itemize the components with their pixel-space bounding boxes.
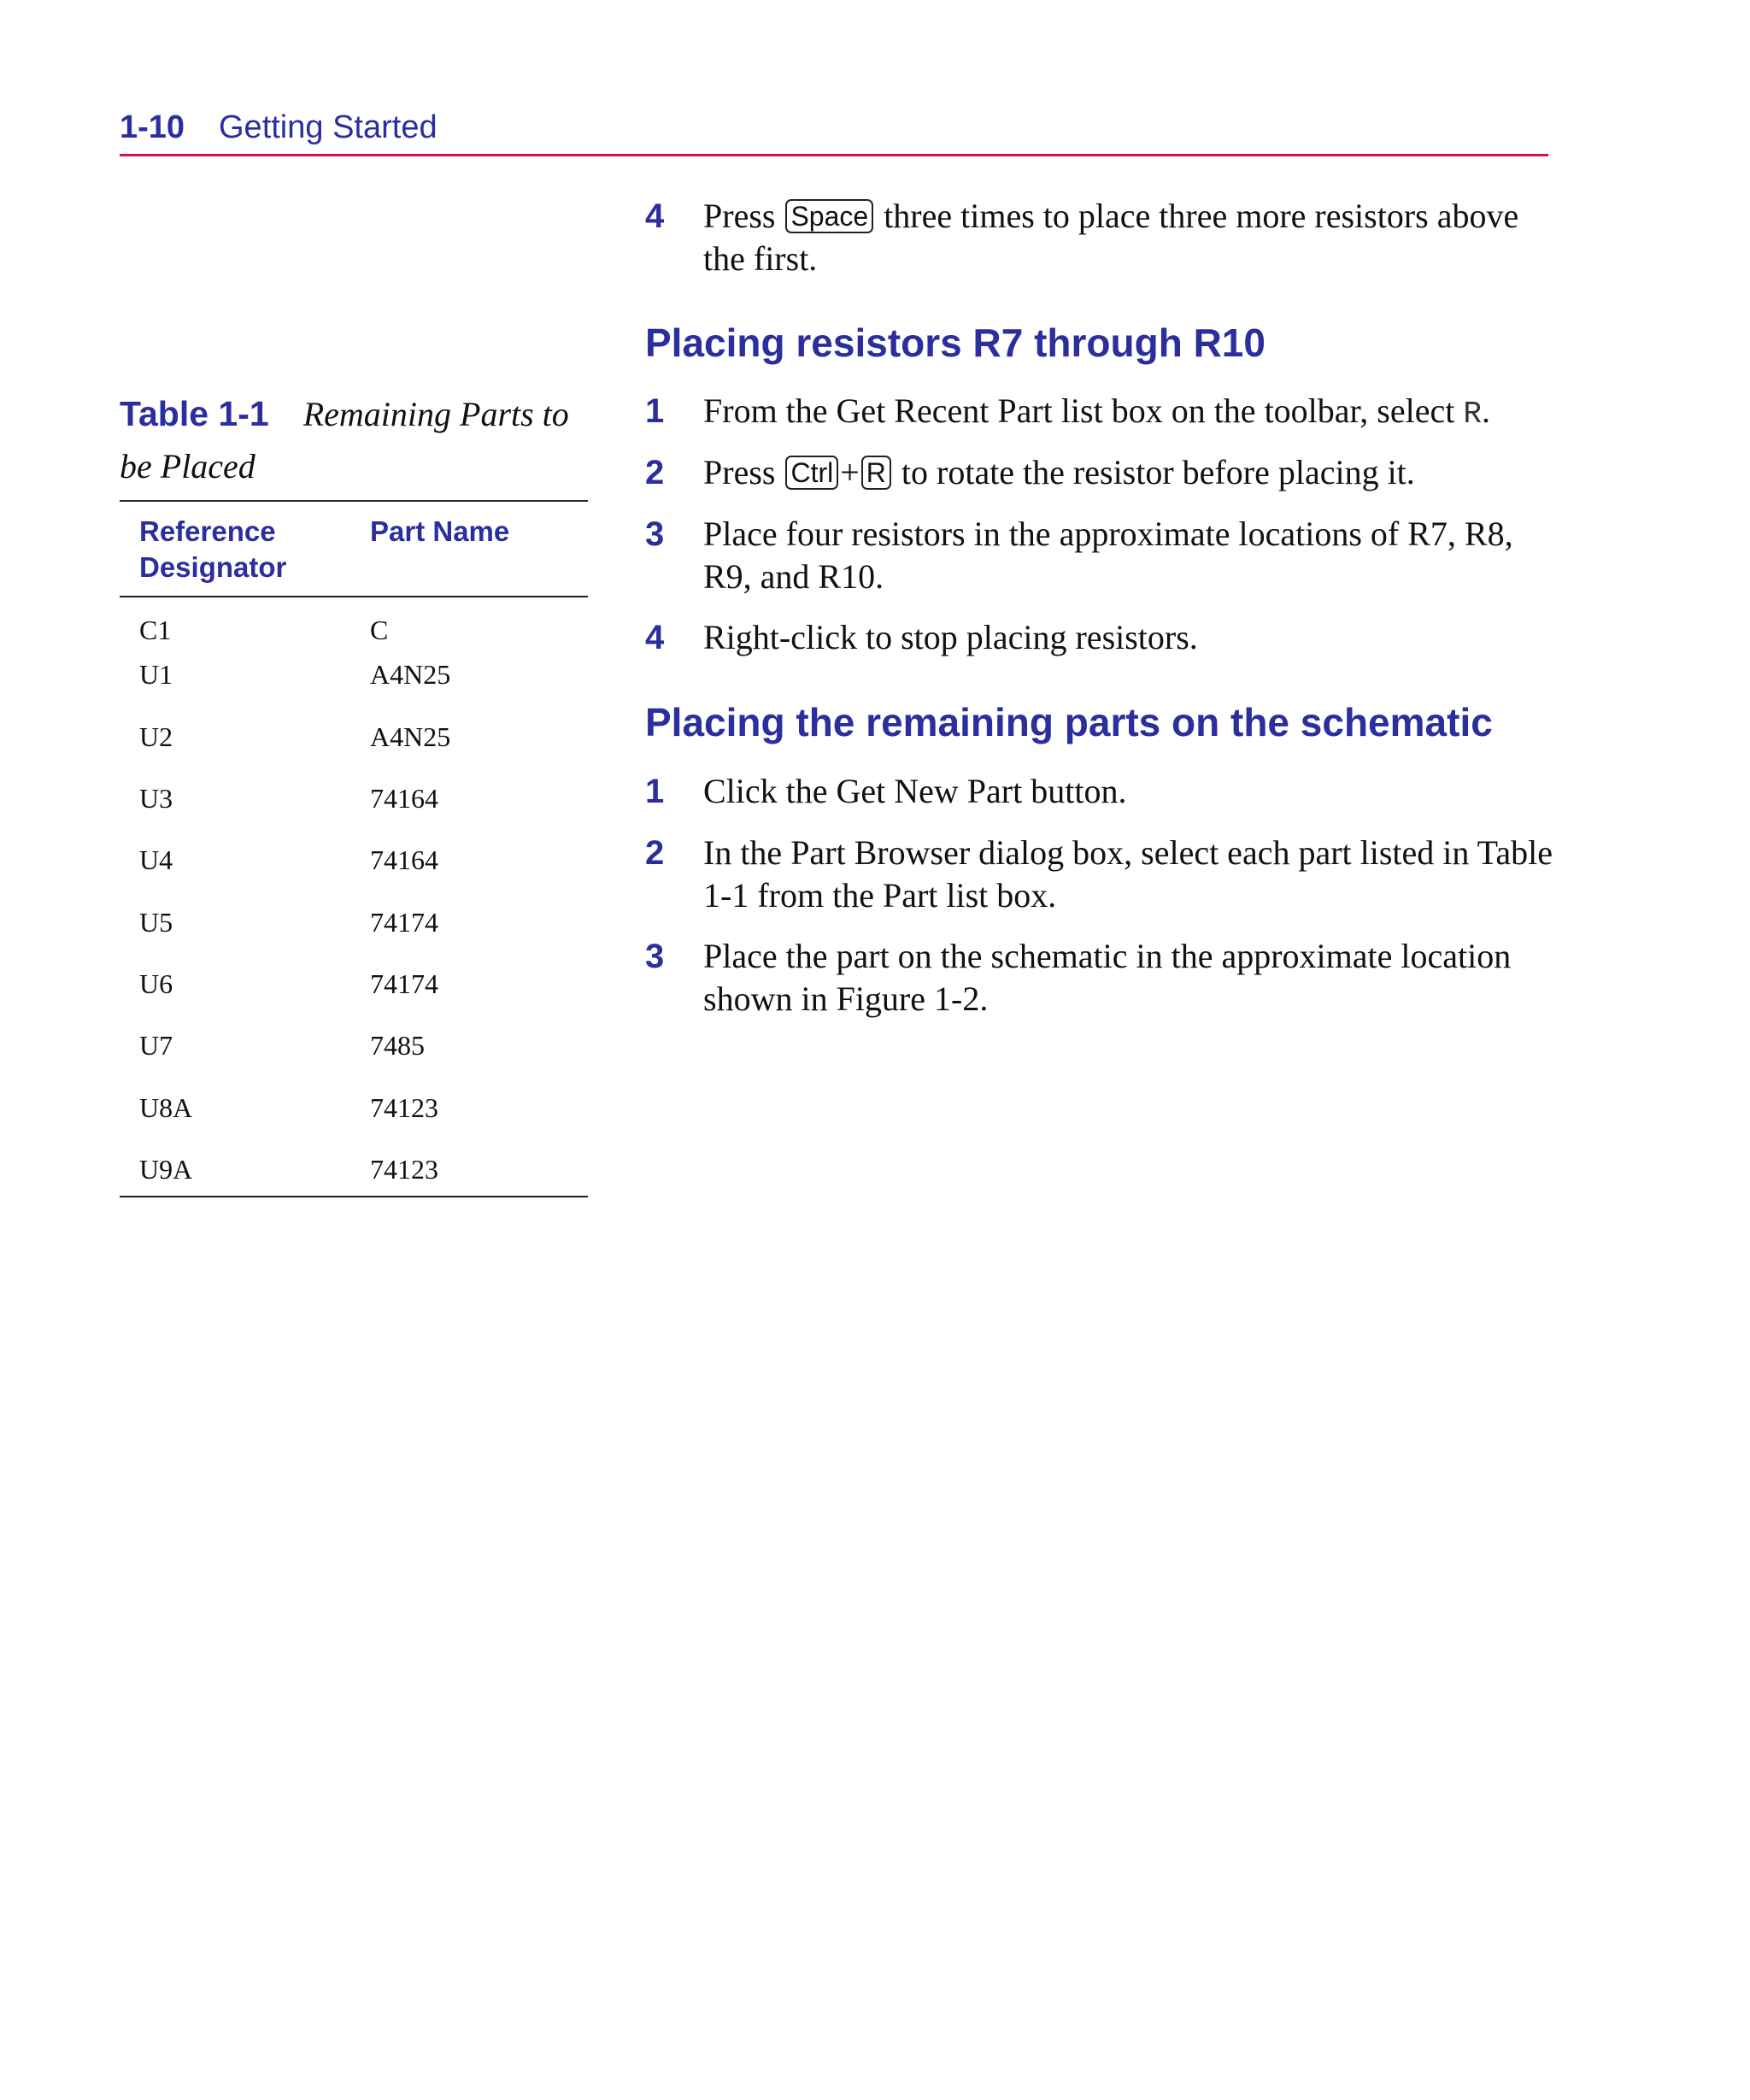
table-caption	[120, 391, 598, 497]
cell-reference: U5	[139, 907, 173, 938]
cell-part: 7485	[370, 1030, 425, 1061]
step-text: Press Ctrl + R to rotate the resistor before placing it.	[703, 453, 1415, 491]
table-row	[120, 659, 588, 693]
table-header-row	[120, 502, 588, 596]
page-header	[120, 106, 1548, 156]
step-text: Place four resistors in the approximate locations of R7, R8, R9, and R10.	[703, 515, 1513, 596]
cell-part: 74164	[370, 844, 438, 875]
cell-part: A4N25	[370, 659, 451, 690]
table-row	[120, 1030, 588, 1064]
table-row	[120, 1154, 588, 1188]
step-text: Click the Get New Part button.	[703, 772, 1127, 810]
section-heading-resistors: Placing resistors R7 through R10	[645, 321, 1266, 365]
cell-reference: U3	[139, 783, 173, 814]
code-text: R	[1463, 397, 1482, 432]
cell-part: A4N25	[370, 721, 451, 752]
cell-reference: C1	[139, 615, 172, 645]
step-number: 4	[645, 197, 665, 235]
cell-reference: U6	[139, 968, 173, 999]
cell-part: 74164	[370, 783, 438, 814]
table-row	[120, 968, 588, 1003]
step-number: 1	[645, 392, 665, 430]
step-number: 2	[645, 454, 665, 491]
section-heading-remaining-parts: Placing the remaining parts on the schematic	[645, 700, 1493, 744]
cell-part: C	[370, 615, 389, 645]
section-title: Getting Started	[219, 109, 438, 145]
table-row	[120, 1092, 588, 1126]
page-number: 1-10	[120, 109, 185, 145]
table-caption-number: Table 1-1	[120, 394, 269, 433]
step-number: 4	[645, 619, 665, 656]
cell-part: 74174	[370, 968, 438, 999]
ctrl-key: Ctrl	[785, 456, 838, 490]
step-text: Press Space three times to place three more resistors above the first.	[703, 197, 1519, 278]
step-number: 3	[645, 938, 665, 975]
table-body	[120, 597, 588, 1196]
cell-part: 74123	[370, 1154, 438, 1185]
step-number: 3	[645, 515, 665, 553]
table-caption-title: Remaining Parts to be Placed	[120, 395, 569, 485]
step-number: 1	[645, 773, 665, 810]
r-key: R	[861, 456, 891, 490]
table-bottom-rule	[120, 1196, 588, 1197]
step-number: 2	[645, 834, 665, 872]
table-row	[120, 615, 588, 649]
cell-reference: U1	[139, 659, 173, 690]
cell-reference: U7	[139, 1030, 173, 1061]
step-text: In the Part Browser dialog box, select each part listed in Table 1-1 from the Part list box.	[703, 833, 1553, 915]
step-text: From the Get Recent Part list box on the toolbar, select R.	[703, 391, 1490, 432]
cell-reference: U8A	[139, 1092, 193, 1123]
cell-part: 74123	[370, 1092, 438, 1123]
table-row	[120, 844, 588, 879]
cell-reference: U9A	[139, 1154, 193, 1185]
cell-part: 74174	[370, 907, 438, 938]
cell-reference: U2	[139, 721, 173, 752]
step-text: Place the part on the schematic in the approximate location shown in Figure 1-2.	[703, 937, 1512, 1018]
column-header-reference: Reference Designator	[139, 515, 287, 583]
table-row	[120, 783, 588, 817]
step-text: Right-click to stop placing resistors.	[703, 618, 1198, 656]
column-header-part: Part Name	[370, 515, 510, 547]
table-row	[120, 907, 588, 941]
table-row	[120, 721, 588, 756]
cell-reference: U4	[139, 844, 173, 875]
space-key: Space	[785, 199, 873, 233]
parts-table	[120, 500, 588, 1197]
